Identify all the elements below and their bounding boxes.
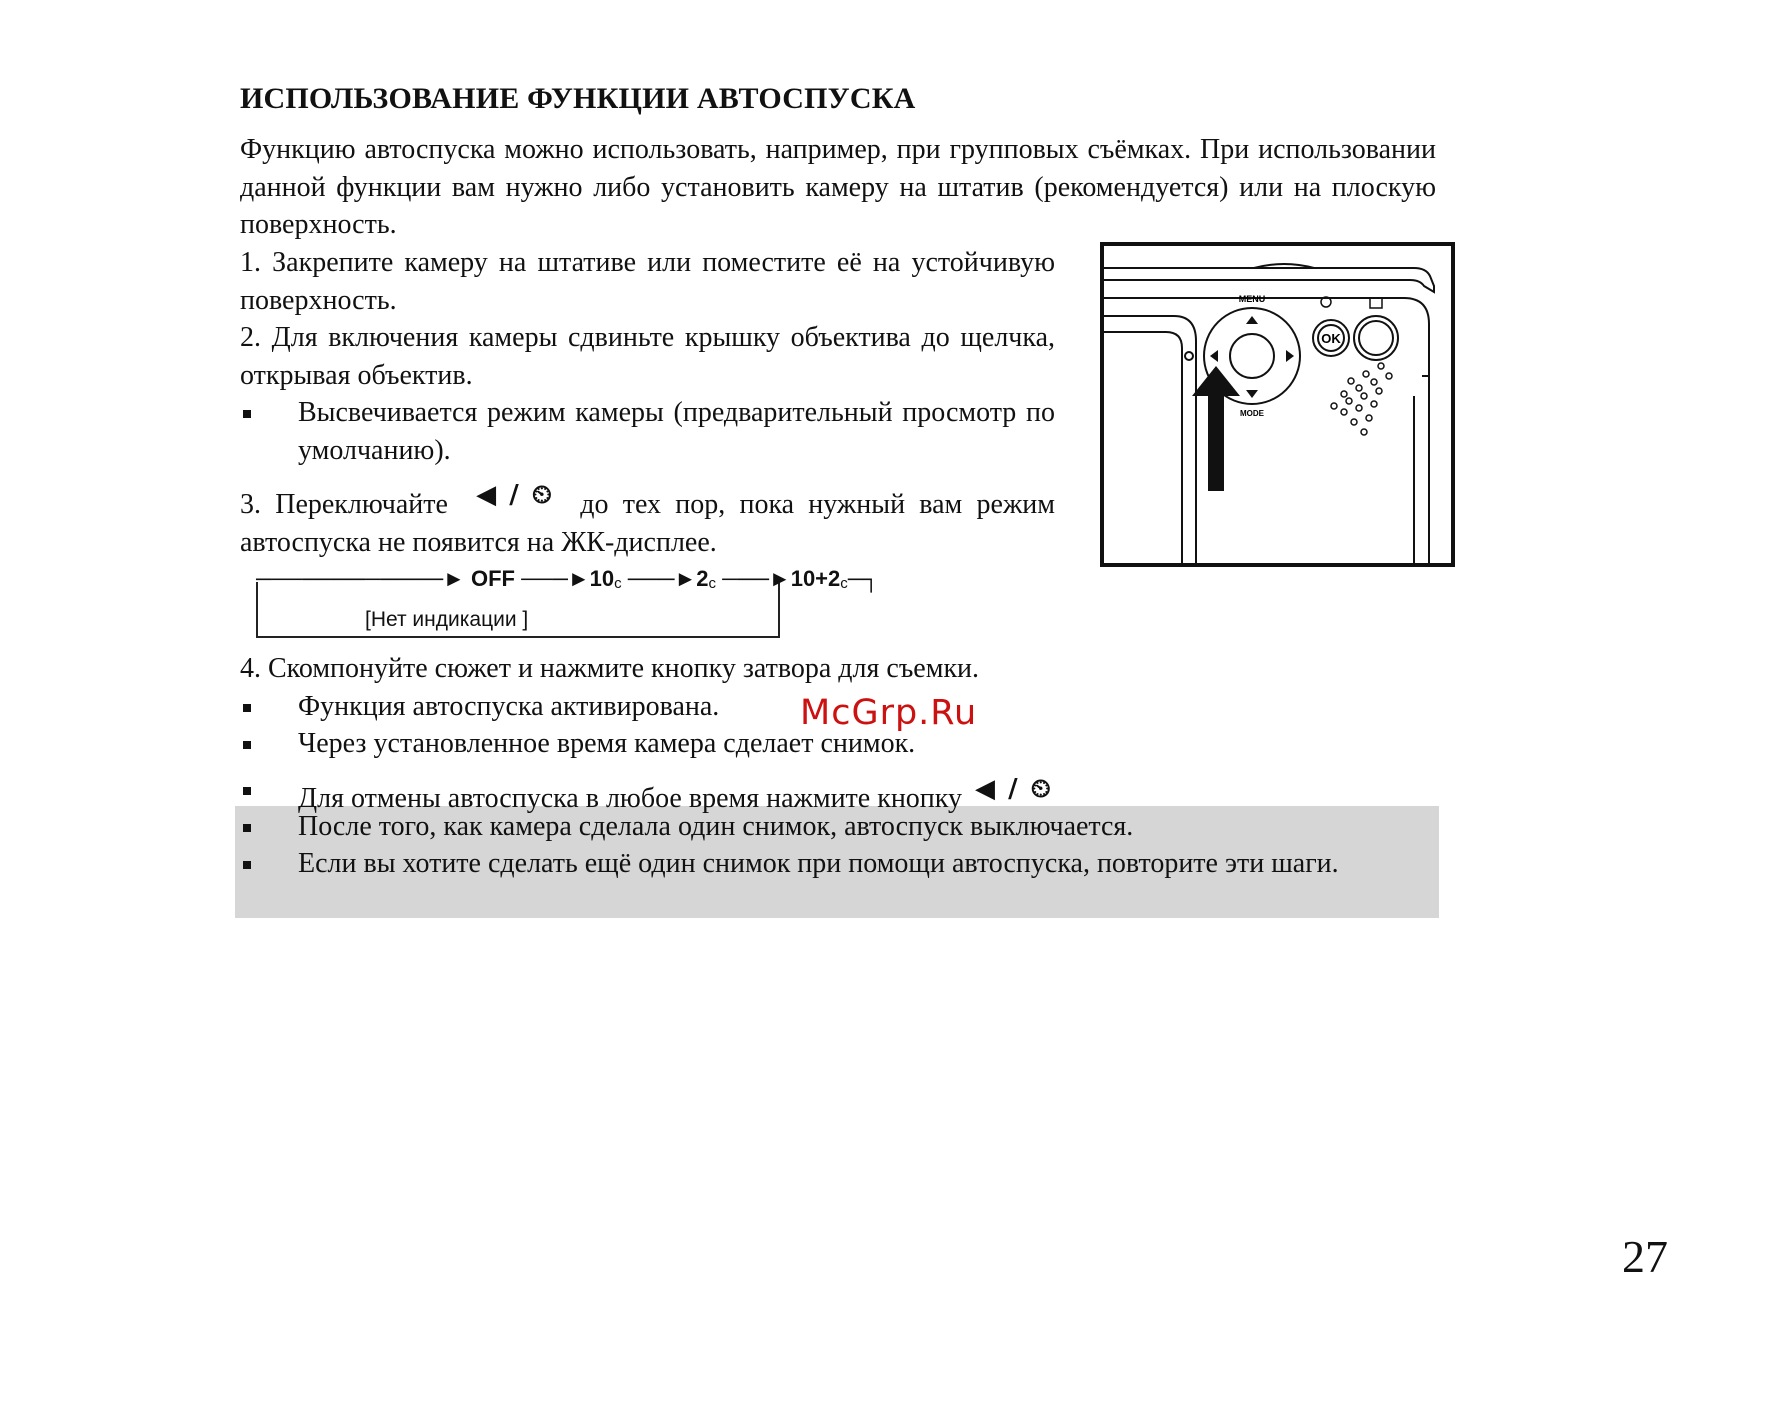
mode-label: MODE — [1240, 409, 1264, 418]
bullet-marker — [243, 787, 251, 795]
timer-10: 10 — [589, 566, 615, 591]
arrow-icon: ───► — [521, 566, 590, 591]
timer-cycle-sequence — [256, 566, 879, 592]
arrow-icon: ────────────► — [256, 566, 465, 591]
timer-unit: c — [840, 575, 848, 592]
bullet-marker — [243, 824, 251, 832]
menu-label: MENU — [1238, 294, 1266, 304]
step-3-text-a: 3. Переключайте — [240, 489, 448, 520]
bullet-marker — [243, 861, 251, 869]
watermark: McGrp.Ru — [800, 693, 978, 733]
arrow-icon: ───► — [722, 566, 791, 591]
arrow-icon: ─┐ — [847, 566, 879, 591]
list-item-text-a: Для отмены автоспуска в любое время нажмите кнопку — [298, 783, 963, 814]
camera-back-illustration — [1100, 242, 1455, 567]
step-2-bullet-text: Высвечивается режим камеры (предварительный просмотр по умолчанию). — [298, 397, 1055, 466]
timer-unit: c — [708, 575, 717, 592]
page-number: 27 — [1622, 1231, 1668, 1282]
page-title: ИСПОЛЬЗОВАНИЕ ФУНКЦИИ АВТОСПУСКА — [240, 82, 916, 115]
left-timer-button-icon: ◀ / ⏲ — [476, 480, 555, 510]
up-arrow-icon — [1192, 366, 1240, 491]
list-item-text: Через установленное время камера сделает снимок. — [298, 728, 916, 759]
speaker-holes — [1331, 363, 1392, 435]
list-item-text: Если вы хотите сделать ещё один снимок при помощи автоспуска, повторите эти шаги. — [298, 848, 1339, 879]
arrow-icon: ───► — [627, 566, 697, 591]
timer-off: OFF — [470, 566, 515, 591]
step-4: 4. Скомпонуйте сюжет и нажмите кнопку затвора для съемки. — [240, 653, 980, 684]
intro-paragraph: Функцию автоспуска можно использовать, например, при групповых съёмках. При использовании данной функции вам нужно либо установить камеру на штатив (рекомендуется) или на плоскую поверхность. — [240, 134, 1436, 240]
step-2: 2. Для включения камеры сдвиньте крышку объектива до щелчка, открывая объектив. — [240, 322, 1055, 391]
list-item-text: После того, как камера сделала один снимок, автоспуск выключается. — [298, 811, 1134, 842]
camera-diagram — [1104, 246, 1451, 563]
timer-10-2: 10+2 — [790, 566, 841, 591]
list-item-text: Функция автоспуска активирована. — [298, 691, 720, 722]
bullet-marker — [243, 410, 251, 418]
step-3-text-b: до тех пор, пока нужный вам режим автоспуска не появится на ЖК-дисплее. — [240, 489, 1055, 558]
step-1: 1. Закрепите камеру на штативе или поместите её на устойчивую поверхность. — [240, 247, 1055, 316]
timer-unit: c — [614, 575, 622, 592]
ok-label: OK — [1321, 331, 1341, 346]
bullet-marker — [243, 704, 251, 712]
no-indication-note: [Нет индикации ] — [365, 608, 529, 631]
timer-2: 2 — [696, 566, 709, 591]
bullet-marker — [243, 741, 251, 749]
left-timer-button-icon: ◀ / ⏲ — [975, 774, 1053, 804]
step-3 — [240, 477, 1055, 561]
